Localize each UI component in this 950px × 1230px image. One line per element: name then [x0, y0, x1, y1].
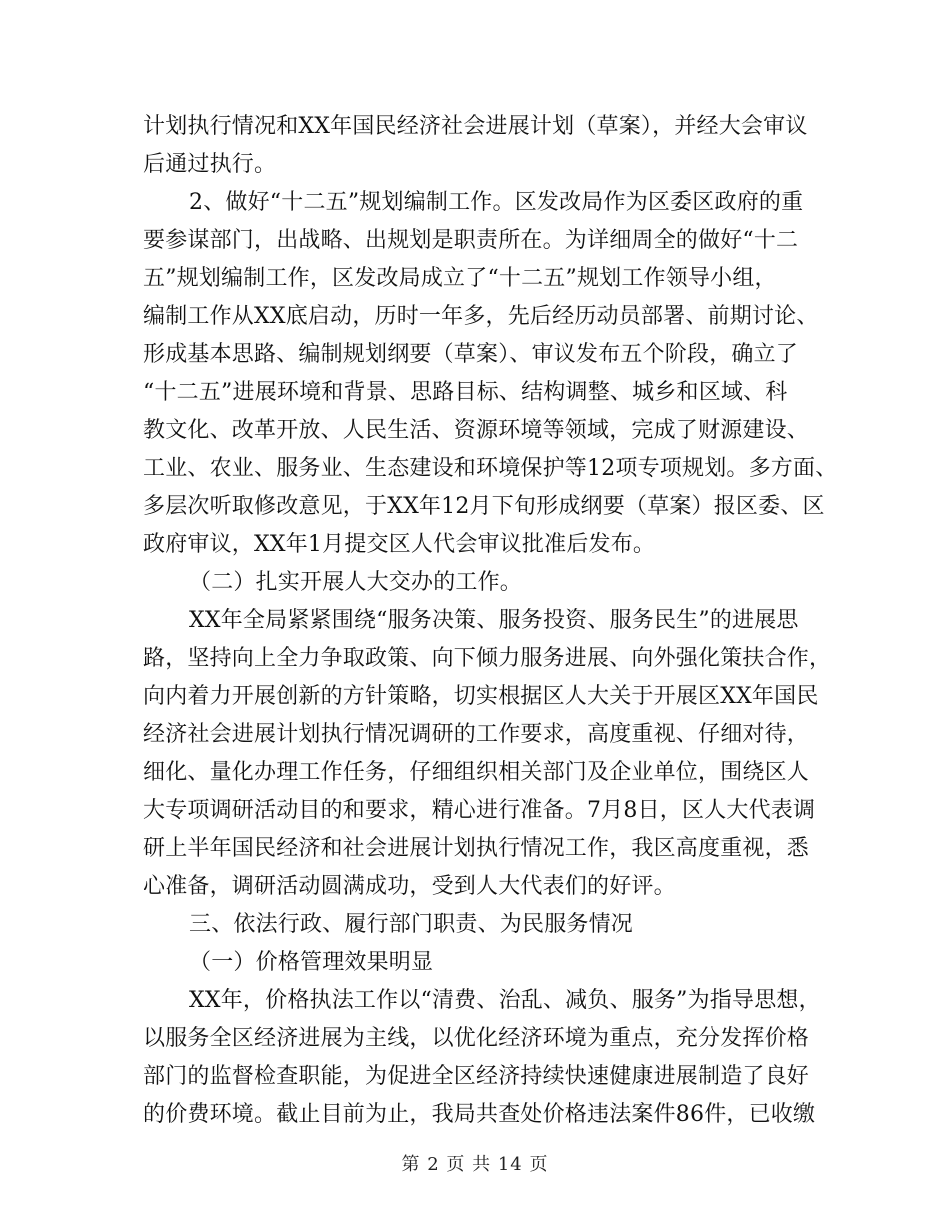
- text-line: 经济社会进展计划执行情况调研的工作要求，高度重视、仔细对待，: [143, 722, 810, 747]
- text-line: 部门的监督检查职能，为促进全区经济持续快速健康进展制造了良好: [143, 1064, 810, 1089]
- text-line: 2、做好“十二五”规划编制工作。区发改局作为区委区政府的重: [189, 190, 804, 215]
- text-line: 研上半年国民经济和社会进展计划执行情况工作，我区高度重视，悉: [143, 836, 810, 861]
- text-line: 教文化、改革开放、人民生活、资源环境等领域，完成了财源建设、: [143, 418, 810, 443]
- text-line: 的价费环境。截止目前为止，我局共查处价格违法案件86件，已收缴: [143, 1102, 816, 1127]
- text-line: 向内着力开展创新的方针策略，切实根据区人大关于开展区XX年国民: [143, 684, 819, 709]
- text-line: XX年全局紧紧围绕“服务决策、服务投资、服务民生”的进展思: [189, 608, 799, 633]
- document-body: [143, 108, 838, 1134]
- text-line: 后通过执行。: [143, 152, 277, 177]
- text-line: 编制工作从XX底启动，历时一年多，先后经历动员部署、前期讨论、: [143, 304, 819, 329]
- text-line: XX年，价格执法工作以“清费、治乱、减负、服务”为指导思想，: [189, 988, 821, 1013]
- section-heading: 三、依法行政、履行部门职责、为民服务情况: [189, 912, 634, 937]
- page-number: 第 2 页 共 14 页: [401, 1154, 549, 1175]
- text-line: 工业、农业、服务业、生态建设和环境保护等12项专项规划。多方面、: [143, 456, 838, 481]
- text-line: 要参谋部门，出战略、出规划是职责所在。为详细周全的做好“十二: [143, 228, 799, 253]
- text-line: 多层次听取修改意见，于XX年12月下旬形成纲要（草案）报区委、区: [143, 494, 825, 519]
- text-line: 计划执行情况和XX年国民经济社会进展计划（草案），并经大会审议: [143, 114, 808, 139]
- text-line: “十二五”进展环境和背景、思路目标、结构调整、城乡和区域、科: [143, 380, 788, 405]
- text-line: 路，坚持向上全力争取政策、向下倾力服务进展、向外强化策扶合作，: [143, 646, 832, 671]
- text-line: 形成基本思路、编制规划纲要（草案）、审议发布五个阶段，确立了: [143, 342, 799, 367]
- section-heading: （一）价格管理效果明显: [189, 950, 434, 975]
- text-line: 细化、量化办理工作任务，仔细组织相关部门及企业单位，围绕区人: [143, 760, 810, 785]
- text-line: 以服务全区经济进展为主线，以优化经济环境为重点，充分发挥价格: [143, 1026, 810, 1051]
- text-line: 政府审议，XX年1月提交区人代会审议批准后发布。: [143, 532, 656, 557]
- section-heading: （二）扎实开展人大交办的工作。: [189, 570, 523, 595]
- text-line: 心准备，调研活动圆满成功，受到人大代表们的好评。: [143, 874, 676, 899]
- text-line: 五”规划编制工作，区发改局成立了“十二五”规划工作领导小组，: [143, 266, 777, 291]
- text-line: 大专项调研活动目的和要求，精心进行准备。7月8日，区人大代表调: [143, 798, 816, 823]
